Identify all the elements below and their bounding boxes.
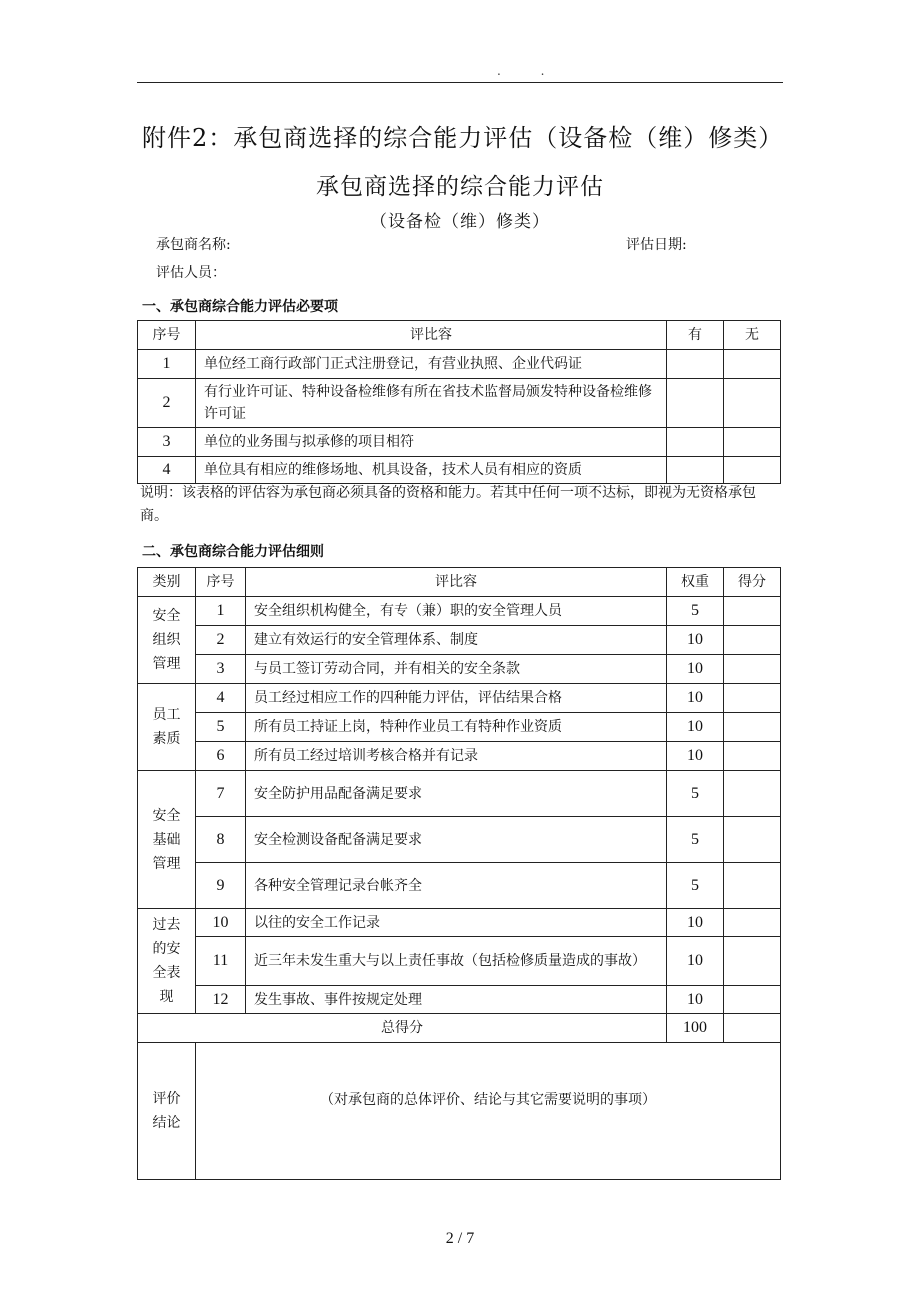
score-cell[interactable] — [724, 626, 781, 655]
score-cell[interactable] — [724, 597, 781, 626]
evaluator-label: 评估人员： — [156, 265, 226, 281]
score-cell[interactable] — [724, 909, 781, 937]
category-label: 员工素质 — [152, 707, 181, 747]
row-weight: 10 — [667, 742, 724, 771]
table-row — [138, 986, 781, 1014]
row-content: 发生事故、事件按规定处理 — [246, 986, 667, 1014]
col-header-weight: 权重 — [667, 568, 724, 597]
row-weight: 10 — [667, 626, 724, 655]
table-row — [138, 379, 781, 428]
table-row — [138, 626, 781, 655]
row-content: 有行业许可证、特种设备检维修有所在省技术监督局颁发特种设备检维修许可证 — [196, 379, 667, 428]
row-content: 安全检测设备配备满足要求 — [246, 817, 667, 863]
table-row — [138, 350, 781, 379]
row-no: 4 — [196, 684, 246, 713]
table-row — [138, 937, 781, 986]
row-weight: 10 — [667, 937, 724, 986]
no-cell[interactable] — [724, 457, 781, 484]
row-content: 安全防护用品配备满足要求 — [246, 771, 667, 817]
col-header-score: 得分 — [724, 568, 781, 597]
col-header-no: 序号 — [138, 321, 196, 350]
category-cell — [138, 597, 196, 684]
row-content: 与员工签订劳动合同，并有相关的安全条款 — [246, 655, 667, 684]
table-header-row — [138, 568, 781, 597]
header-dots: . . — [497, 64, 563, 78]
table-row — [138, 713, 781, 742]
score-cell[interactable] — [724, 863, 781, 909]
row-no: 1 — [196, 597, 246, 626]
row-content: 所有员工持证上岗，特种作业员工有特种作业资质 — [246, 713, 667, 742]
table-row — [138, 428, 781, 457]
col-header-category: 类别 — [138, 568, 196, 597]
category-cell — [138, 684, 196, 771]
row-weight: 5 — [667, 817, 724, 863]
table-row — [138, 863, 781, 909]
score-cell[interactable] — [724, 655, 781, 684]
category-cell — [138, 909, 196, 1014]
row-weight: 10 — [667, 909, 724, 937]
eval-date-label: 评估日期: — [626, 237, 687, 253]
main-title: 承包商选择的综合能力评估 — [316, 174, 604, 200]
score-cell[interactable] — [724, 771, 781, 817]
evaluation-details-table — [137, 567, 781, 1180]
row-no: 4 — [138, 457, 196, 484]
col-header-content: 评比容 — [196, 321, 667, 350]
row-weight: 5 — [667, 597, 724, 626]
col-header-yes: 有 — [667, 321, 724, 350]
category-cell — [138, 771, 196, 909]
row-no: 9 — [196, 863, 246, 909]
row-weight: 5 — [667, 771, 724, 817]
no-cell[interactable] — [724, 379, 781, 428]
total-label: 总得分 — [138, 1014, 667, 1043]
row-weight: 10 — [667, 684, 724, 713]
col-header-no-have: 无 — [724, 321, 781, 350]
conclusion-label: 评价结论 — [152, 1091, 181, 1131]
row-weight: 10 — [667, 655, 724, 684]
row-no: 12 — [196, 986, 246, 1014]
sub-title: （设备检（维）修类） — [370, 212, 550, 232]
row-no: 11 — [196, 937, 246, 986]
conclusion-label-cell — [138, 1043, 196, 1180]
yes-cell[interactable] — [667, 428, 724, 457]
row-weight: 10 — [667, 986, 724, 1014]
col-header-content: 评比容 — [246, 568, 667, 597]
yes-cell[interactable] — [667, 350, 724, 379]
row-no: 1 — [138, 350, 196, 379]
table-row — [138, 597, 781, 626]
row-no: 10 — [196, 909, 246, 937]
table-row — [138, 742, 781, 771]
contractor-name-label: 承包商名称: — [156, 237, 231, 253]
score-cell[interactable] — [724, 684, 781, 713]
row-content: 单位的业务围与拟承修的项目相符 — [196, 428, 667, 457]
category-label: 过去的安全表现 — [152, 917, 181, 1005]
score-cell[interactable] — [724, 986, 781, 1014]
row-content: 单位具有相应的维修场地、机具设备，技术人员有相应的资质 — [196, 457, 667, 484]
row-no: 2 — [138, 379, 196, 428]
section1-heading: 一、承包商综合能力评估必要项 — [142, 299, 338, 315]
row-content: 单位经工商行政部门正式注册登记，有营业执照、企业代码证 — [196, 350, 667, 379]
row-content: 各种安全管理记录台帐齐全 — [246, 863, 667, 909]
score-cell[interactable] — [724, 817, 781, 863]
row-content: 员工经过相应工作的四种能力评估，评估结果合格 — [246, 684, 667, 713]
table-header-row — [138, 321, 781, 350]
row-content: 以往的安全工作记录 — [246, 909, 667, 937]
yes-cell[interactable] — [667, 379, 724, 428]
row-content: 近三年未发生重大与以上责任事故（包括检修质量造成的事故） — [246, 937, 667, 986]
row-content: 安全组织机构健全，有专（兼）职的安全管理人员 — [246, 597, 667, 626]
category-label: 安全基础管理 — [152, 807, 181, 872]
yes-cell[interactable] — [667, 457, 724, 484]
category-label: 安全组织管理 — [152, 608, 181, 672]
row-no: 8 — [196, 817, 246, 863]
total-weight: 100 — [667, 1014, 724, 1043]
score-cell[interactable] — [724, 937, 781, 986]
row-no: 5 — [196, 713, 246, 742]
row-content: 建立有效运行的安全管理体系、制度 — [246, 626, 667, 655]
row-no: 7 — [196, 771, 246, 817]
page-number: 2 / 7 — [445, 1230, 475, 1247]
row-no: 3 — [138, 428, 196, 457]
table-row — [138, 684, 781, 713]
no-cell[interactable] — [724, 428, 781, 457]
header-rule — [137, 82, 783, 83]
table-row — [138, 655, 781, 684]
conclusion-field[interactable] — [196, 1043, 781, 1180]
row-no: 3 — [196, 655, 246, 684]
row-no: 2 — [196, 626, 246, 655]
row-content: 所有员工经过培训考核合格并有记录 — [246, 742, 667, 771]
row-no: 6 — [196, 742, 246, 771]
section2-heading: 二、承包商综合能力评估细则 — [142, 544, 324, 560]
attachment-title: 附件2：承包商选择的综合能力评估（设备检（维）修类） — [142, 124, 784, 152]
table-row — [138, 817, 781, 863]
total-score-cell[interactable] — [724, 1014, 781, 1043]
score-cell[interactable] — [724, 713, 781, 742]
required-items-table — [137, 320, 781, 484]
col-header-no: 序号 — [196, 568, 246, 597]
conclusion-row — [138, 1043, 781, 1180]
conclusion-hint: （对承包商的总体评价、结论与其它需要说明的事项） — [320, 1092, 656, 1108]
total-row — [138, 1014, 781, 1043]
table-row — [138, 771, 781, 817]
row-weight: 5 — [667, 863, 724, 909]
table-row — [138, 909, 781, 937]
section1-note: 说明：该表格的评估容为承包商必须具备的资格和能力。若其中任何一项不达标，即视为无资格承包商。 — [140, 485, 756, 524]
row-weight: 10 — [667, 713, 724, 742]
table-row — [138, 457, 781, 484]
no-cell[interactable] — [724, 350, 781, 379]
score-cell[interactable] — [724, 742, 781, 771]
